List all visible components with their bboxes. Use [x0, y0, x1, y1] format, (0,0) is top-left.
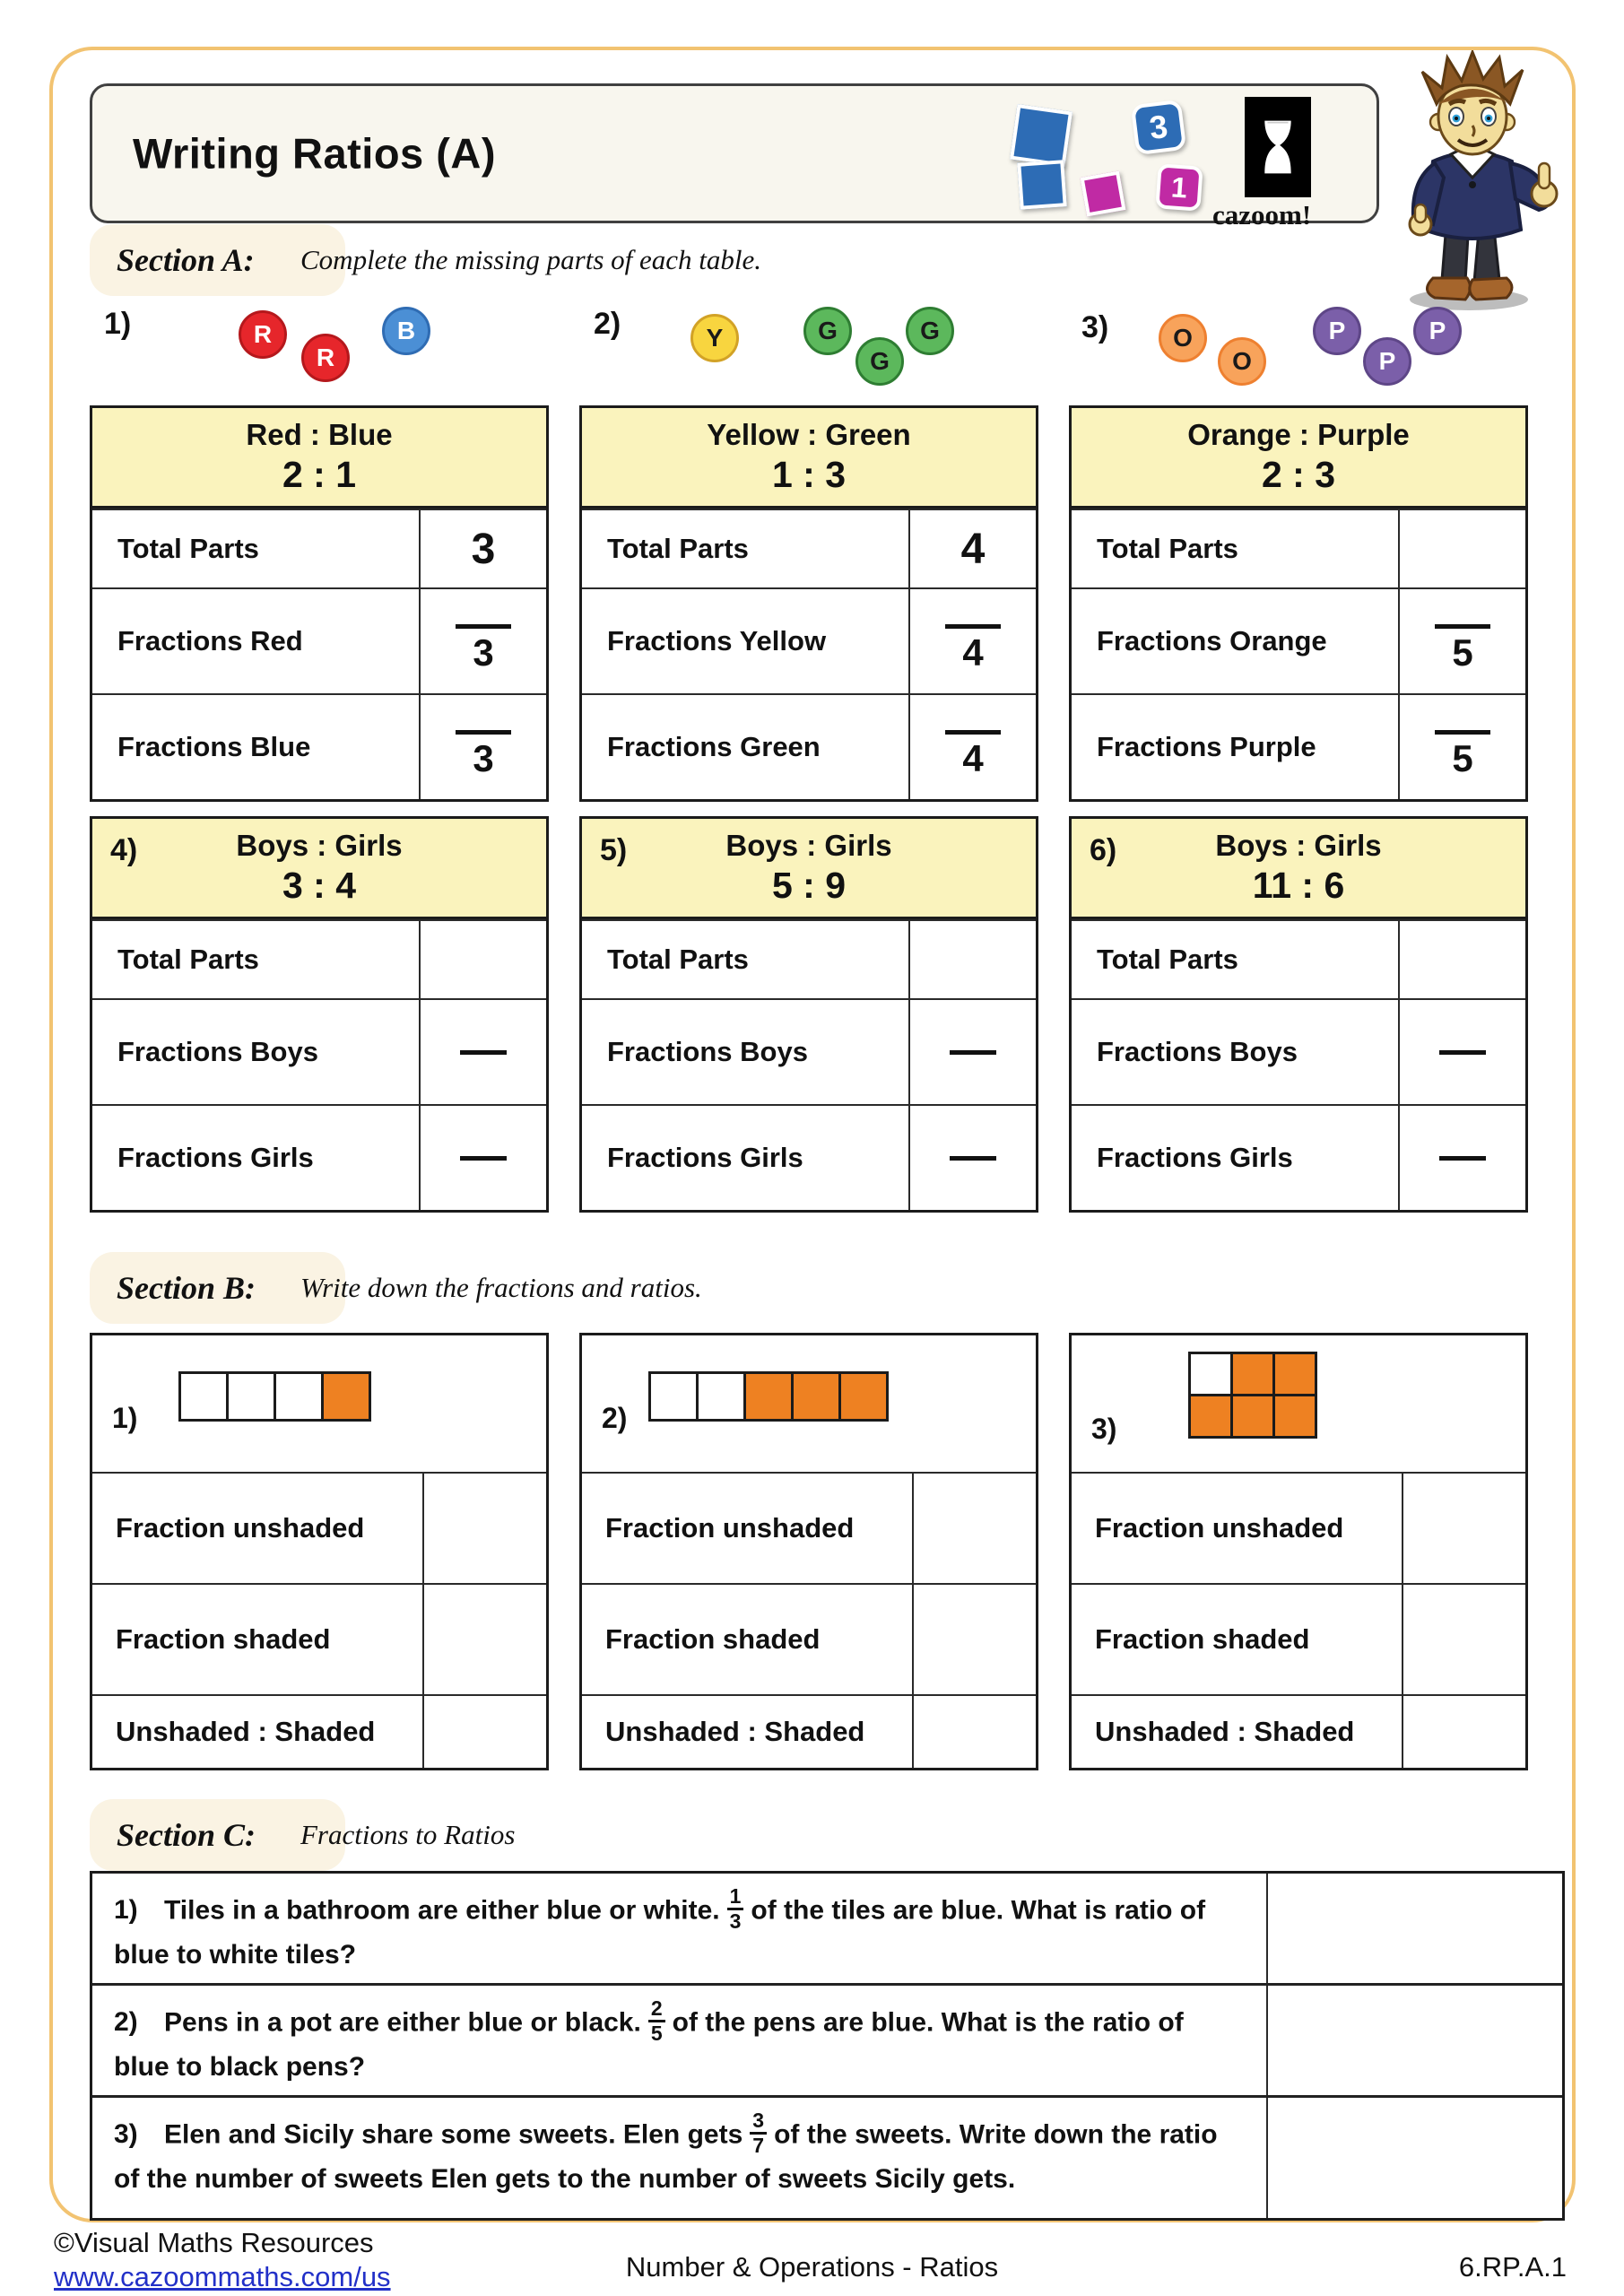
inline-fraction: $\frac{1}{3}$ — [727, 1885, 744, 1933]
answer-cell: 5 — [1398, 695, 1525, 799]
table-header — [92, 408, 546, 509]
standard-code: 6.RP.A.1 — [1458, 2251, 1567, 2283]
answer-cell — [912, 1474, 1036, 1583]
group-number: 1) — [104, 307, 132, 341]
ratio-table-red-blue — [90, 405, 549, 802]
table-header — [582, 819, 1036, 919]
answer-cell — [1398, 510, 1525, 587]
logo-magenta-square-icon — [1081, 171, 1126, 217]
table-number: 6) — [1090, 833, 1117, 867]
section-b-label: Section B: — [90, 1252, 345, 1324]
table-title: Yellow : Green — [707, 418, 911, 451]
table-row: Fraction shaded — [582, 1583, 1036, 1694]
fraction-bar — [1435, 730, 1490, 735]
footer-topic: Number & Operations - Ratios — [625, 2251, 999, 2283]
table-header — [1072, 819, 1525, 919]
square-grid — [1188, 1352, 1315, 1436]
table-header — [92, 819, 546, 919]
fraction-bar — [950, 1156, 996, 1161]
fraction-bar — [1439, 1156, 1486, 1161]
section-c-label: Section C: — [90, 1799, 345, 1871]
answer-cell — [1402, 1474, 1525, 1583]
table-title: Red : Blue — [246, 418, 393, 451]
table-row: Fractions Girls — [92, 1104, 546, 1210]
table-ratio: 1 : 3 — [771, 454, 847, 495]
fraction-table-1 — [90, 1333, 549, 1770]
shaded-square — [1272, 1352, 1317, 1396]
question-text: 2) Pens in a pot are either blue or black. $\frac{2}{5}$ of the pens are blue. What is the ratio of blue to black pens? — [114, 1996, 1184, 2082]
table-row: Total Parts — [92, 919, 546, 998]
logo-number-tile-1 — [1155, 163, 1203, 211]
red-circle-icon: R — [239, 310, 287, 359]
table-row: Fraction shaded — [1072, 1583, 1525, 1694]
answer-cell — [1402, 1585, 1525, 1694]
answer-cell — [1398, 921, 1525, 998]
table-row: Fractions Purple 5 — [1072, 693, 1525, 799]
answer-cell — [1398, 1106, 1525, 1210]
logo-tile-3-text: 3 — [1147, 107, 1170, 147]
table-ratio: 5 : 9 — [771, 865, 847, 906]
website-link[interactable]: www.cazoommaths.com/us — [54, 2261, 391, 2292]
table-header — [1072, 408, 1525, 509]
table-row: Fractions Boys — [1072, 998, 1525, 1104]
table-row: Unshaded : Shaded — [582, 1694, 1036, 1768]
fraction-table-2 — [579, 1333, 1038, 1770]
table-header — [582, 408, 1036, 509]
table-number: 1) — [112, 1402, 138, 1434]
group-number: 3) — [1081, 310, 1109, 344]
unshaded-square — [178, 1371, 229, 1422]
table-row: Fractions Blue 3 — [92, 693, 546, 799]
ratio-table-yellow-green — [579, 405, 1038, 802]
answer-cell — [422, 1474, 546, 1583]
fraction-table-3 — [1069, 1333, 1528, 1770]
table-row: Total Parts — [1072, 509, 1525, 587]
shaded-square — [791, 1371, 841, 1422]
fraction-bar — [1435, 624, 1490, 629]
table-row: Fraction unshaded — [1072, 1472, 1525, 1583]
table-ratio: 2 : 1 — [282, 454, 357, 495]
shaded-square — [1230, 1394, 1275, 1439]
ratio-table-orange-purple — [1069, 405, 1528, 802]
section-a-instruction: Complete the missing parts of each table. — [300, 244, 762, 275]
yellow-circle-icon: Y — [690, 314, 739, 362]
table-row: Fractions Boys — [92, 998, 546, 1104]
table-title: Boys : Girls — [725, 829, 892, 862]
table-row: Fractions Girls — [1072, 1104, 1525, 1210]
table-row: Total Parts 4 — [582, 509, 1036, 587]
fraction-bar — [456, 624, 511, 629]
word-problem-row — [92, 2095, 1562, 2218]
section-b-instruction: Write down the fractions and ratios. — [300, 1272, 702, 1303]
mascot-character — [1361, 50, 1594, 312]
table-row: Fractions Green 4 — [582, 693, 1036, 799]
inline-fraction: $\frac{2}{5}$ — [648, 1997, 665, 2045]
unshaded-square — [648, 1371, 699, 1422]
table-row: Fraction shaded — [92, 1583, 546, 1694]
shaded-square — [743, 1371, 794, 1422]
brand-text: cazoom! — [1212, 199, 1312, 230]
orange-circle-icon: O — [1159, 314, 1207, 362]
table-title: Boys : Girls — [1215, 829, 1382, 862]
shaded-square — [1188, 1394, 1233, 1439]
green-circle-icon: G — [803, 307, 852, 355]
table-row: Fraction unshaded — [92, 1472, 546, 1583]
logo-tile-1-text: 1 — [1169, 170, 1189, 204]
word-problems-table — [90, 1871, 1565, 2221]
fraction-bar — [945, 730, 1001, 735]
section-a-label: Section A: — [90, 224, 345, 296]
page-title: Writing Ratios (A) — [133, 129, 496, 178]
table-number: 5) — [600, 833, 628, 867]
table-row: Fractions Boys — [582, 998, 1036, 1104]
table-title: Boys : Girls — [236, 829, 403, 862]
answer-cell — [912, 1696, 1036, 1768]
answer-cell — [908, 1106, 1036, 1210]
table-row: Unshaded : Shaded — [92, 1694, 546, 1768]
purple-circle-icon: P — [1413, 307, 1462, 355]
answer-cell — [1402, 1696, 1525, 1768]
table-ratio: 2 : 3 — [1261, 454, 1336, 495]
table-row: Fractions Red 3 — [92, 587, 546, 693]
fraction-bar — [456, 730, 511, 735]
answer-cell: 5 — [1398, 589, 1525, 693]
fraction-bar — [460, 1050, 507, 1055]
unshaded-square — [274, 1371, 324, 1422]
answer-cell — [1266, 2098, 1562, 2218]
section-c-instruction: Fractions to Ratios — [300, 1819, 516, 1850]
logo-blue-square-icon — [1017, 160, 1067, 210]
answer-cell — [1398, 1000, 1525, 1104]
green-circle-icon: G — [906, 307, 954, 355]
table-row: Fractions Yellow 4 — [582, 587, 1036, 693]
unshaded-square — [1188, 1352, 1233, 1396]
figure-cell — [92, 1335, 546, 1472]
word-problem-row — [92, 1983, 1562, 2095]
purple-circle-icon: P — [1313, 307, 1361, 355]
table-ratio: 11 : 6 — [1252, 865, 1345, 906]
table-row: Total Parts — [582, 919, 1036, 998]
answer-cell — [419, 1106, 546, 1210]
figure-cell — [1072, 1335, 1525, 1472]
fraction-bar — [460, 1156, 507, 1161]
value-cell: 3 — [419, 510, 546, 587]
answer-cell — [908, 1000, 1036, 1104]
answer-cell: 4 — [908, 589, 1036, 693]
table-number: 3) — [1091, 1413, 1117, 1445]
blue-circle-icon: B — [382, 307, 430, 355]
table-title: Orange : Purple — [1187, 418, 1410, 451]
unshaded-square — [696, 1371, 746, 1422]
answer-cell — [422, 1585, 546, 1694]
answer-cell — [419, 1000, 546, 1104]
answer-cell — [419, 921, 546, 998]
inline-fraction: $\frac{3}{7}$ — [750, 2109, 767, 2157]
logo-number-tile-3 — [1131, 100, 1186, 155]
answer-cell — [422, 1696, 546, 1768]
goblet-icon — [1245, 97, 1311, 197]
figure-cell — [582, 1335, 1036, 1472]
answer-cell — [908, 921, 1036, 998]
copyright-text: ©Visual Maths Resources — [54, 2227, 374, 2258]
question-text: 3) Elen and Sicily share some sweets. Elen gets $\frac{3}{7}$ of the sweets. Write down the ratio of the number of sweets Elen gets to the number of sweets Sicily gets. — [114, 2109, 1218, 2194]
table-row: Total Parts — [1072, 919, 1525, 998]
table-row: Fraction unshaded — [582, 1472, 1036, 1583]
group-number: 2) — [594, 307, 621, 341]
shaded-square — [1230, 1352, 1275, 1396]
table-row: Fractions Girls — [582, 1104, 1036, 1210]
word-problem-row — [92, 1874, 1562, 1983]
table-row: Total Parts 3 — [92, 509, 546, 587]
orange-circle-icon: O — [1218, 337, 1266, 386]
table-ratio: 3 : 4 — [282, 865, 357, 906]
answer-cell — [1266, 1874, 1562, 1983]
fraction-bar — [1439, 1050, 1486, 1055]
purple-circle-icon: P — [1363, 337, 1411, 386]
shaded-square — [838, 1371, 889, 1422]
answer-cell: 3 — [419, 589, 546, 693]
table-row: Unshaded : Shaded — [1072, 1694, 1525, 1768]
red-circle-icon: R — [301, 334, 350, 382]
green-circle-icon: G — [855, 337, 904, 386]
ratio-table-boys-girls-6 — [1069, 816, 1528, 1213]
shaded-square — [1272, 1394, 1317, 1439]
value-cell: 4 — [908, 510, 1036, 587]
answer-cell — [1266, 1986, 1562, 2095]
table-number: 2) — [602, 1402, 628, 1434]
cazoom-logo — [1012, 95, 1354, 230]
answer-cell: 4 — [908, 695, 1036, 799]
fraction-bar — [950, 1050, 996, 1055]
fraction-bar — [945, 624, 1001, 629]
shaded-square — [321, 1371, 371, 1422]
square-strip — [178, 1371, 369, 1419]
ratio-table-boys-girls-5 — [579, 816, 1038, 1213]
unshaded-square — [226, 1371, 276, 1422]
answer-cell: 3 — [419, 695, 546, 799]
table-number: 4) — [110, 833, 138, 867]
question-text: 1) Tiles in a bathroom are either blue or white. $\frac{1}{3}$ of the tiles are blue. What is ratio of blue to white tiles? — [114, 1884, 1206, 1970]
answer-cell — [912, 1585, 1036, 1694]
table-row: Fractions Orange 5 — [1072, 587, 1525, 693]
logo-blue-square-icon — [1010, 104, 1073, 167]
square-strip — [648, 1371, 886, 1419]
ratio-table-boys-girls-4 — [90, 816, 549, 1213]
